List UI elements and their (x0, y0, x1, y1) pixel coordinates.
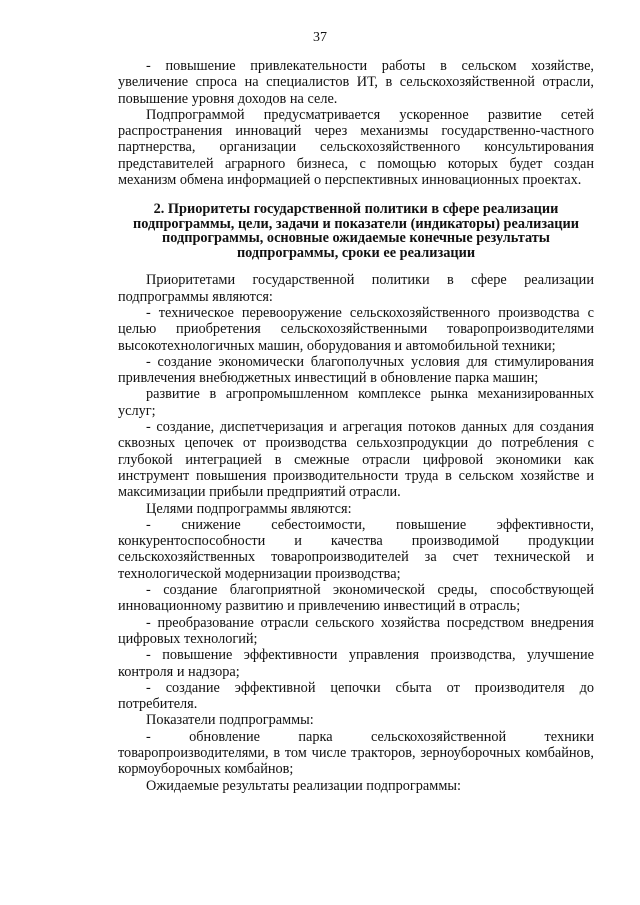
paragraph: Целями подпрограммы являются: (146, 500, 352, 517)
paragraph: - обновление парка сельскохозяйственной техники товаропроизводителями, в том числе тракторов, зерноуборочных комбайнов, кормоуборочных комбайнов; (118, 728, 594, 778)
page-number: 37 (313, 30, 327, 45)
document-body (118, 58, 594, 794)
paragraph: Показатели подпрограммы: (146, 712, 314, 729)
paragraph: развитие в агропромышленном комплексе рынка механизированных услуг; (118, 386, 594, 419)
paragraph: - создание эффективной цепочки сбыта от производителя до потребителя. (118, 679, 594, 713)
paragraph: - повышение эффективности управления производства, улучшение контроля и надзора; (118, 647, 594, 680)
paragraph: - техническое перевооружение сельскохозяйственного производства с целью приобретения сельскохозяйственными товаропроизводителями высокотехнологичных машин, оборудования и автомобильной техники; (118, 304, 594, 354)
paragraph: Подпрограммой предусматривается ускоренное развитие сетей распространения инноваций через механизмы государственно-частного партнерства, организации сельскохозяйственного консультирования представителей аграрного бизнеса, с помощью которых будет создан механизм обмена информацией о перспективных инновационных проектах. (118, 106, 594, 189)
paragraph: Приоритетами государственной политики в сфере реализации подпрограммы являются: (118, 272, 594, 305)
paragraph: - создание, диспетчеризация и агрегация потоков данных для создания сквозных цепочек от производства сельхозпродукции до потребления с глубокой интеграцией в смежные отрасли цифровой экономики как инструмент повышения производительности труда в сельском хозяйстве и максимизации прибыли предприятий отрасли. (118, 419, 594, 501)
paragraph: - повышение привлекательности работы в сельском хозяйстве, увеличение спроса на специалистов ИТ, в сельскохозяйственной отрасли, повышение уровня доходов на селе. (118, 58, 594, 107)
paragraph: - создание экономически благополучных условия для стимулирования привлечения внебюджетных инвестиций в обновление парка машин; (118, 353, 594, 387)
paragraph: Ожидаемые результаты реализации подпрограммы: (146, 777, 461, 794)
paragraph: - преобразование отрасли сельского хозяйства посредством внедрения цифровых технологий; (118, 614, 594, 647)
paragraph: - создание благоприятной экономической среды, способствующей инновационному развитию и привлечению инвестиций в отрасль; (118, 582, 594, 615)
paragraph: - снижение себестоимости, повышение эффективности, конкурентоспособности и качества производимой продукции сельскохозяйственных товаропроизводителей за счет технической и технологической модернизации производства; (118, 516, 594, 582)
section-heading: 2. Приоритеты государственной политики в сфере реализации подпрограммы, цели, задачи и показатели (индикаторы) реализации подпрограммы, основные ожидаемые конечные результаты подпрограммы, сроки ее реализации (133, 201, 579, 261)
